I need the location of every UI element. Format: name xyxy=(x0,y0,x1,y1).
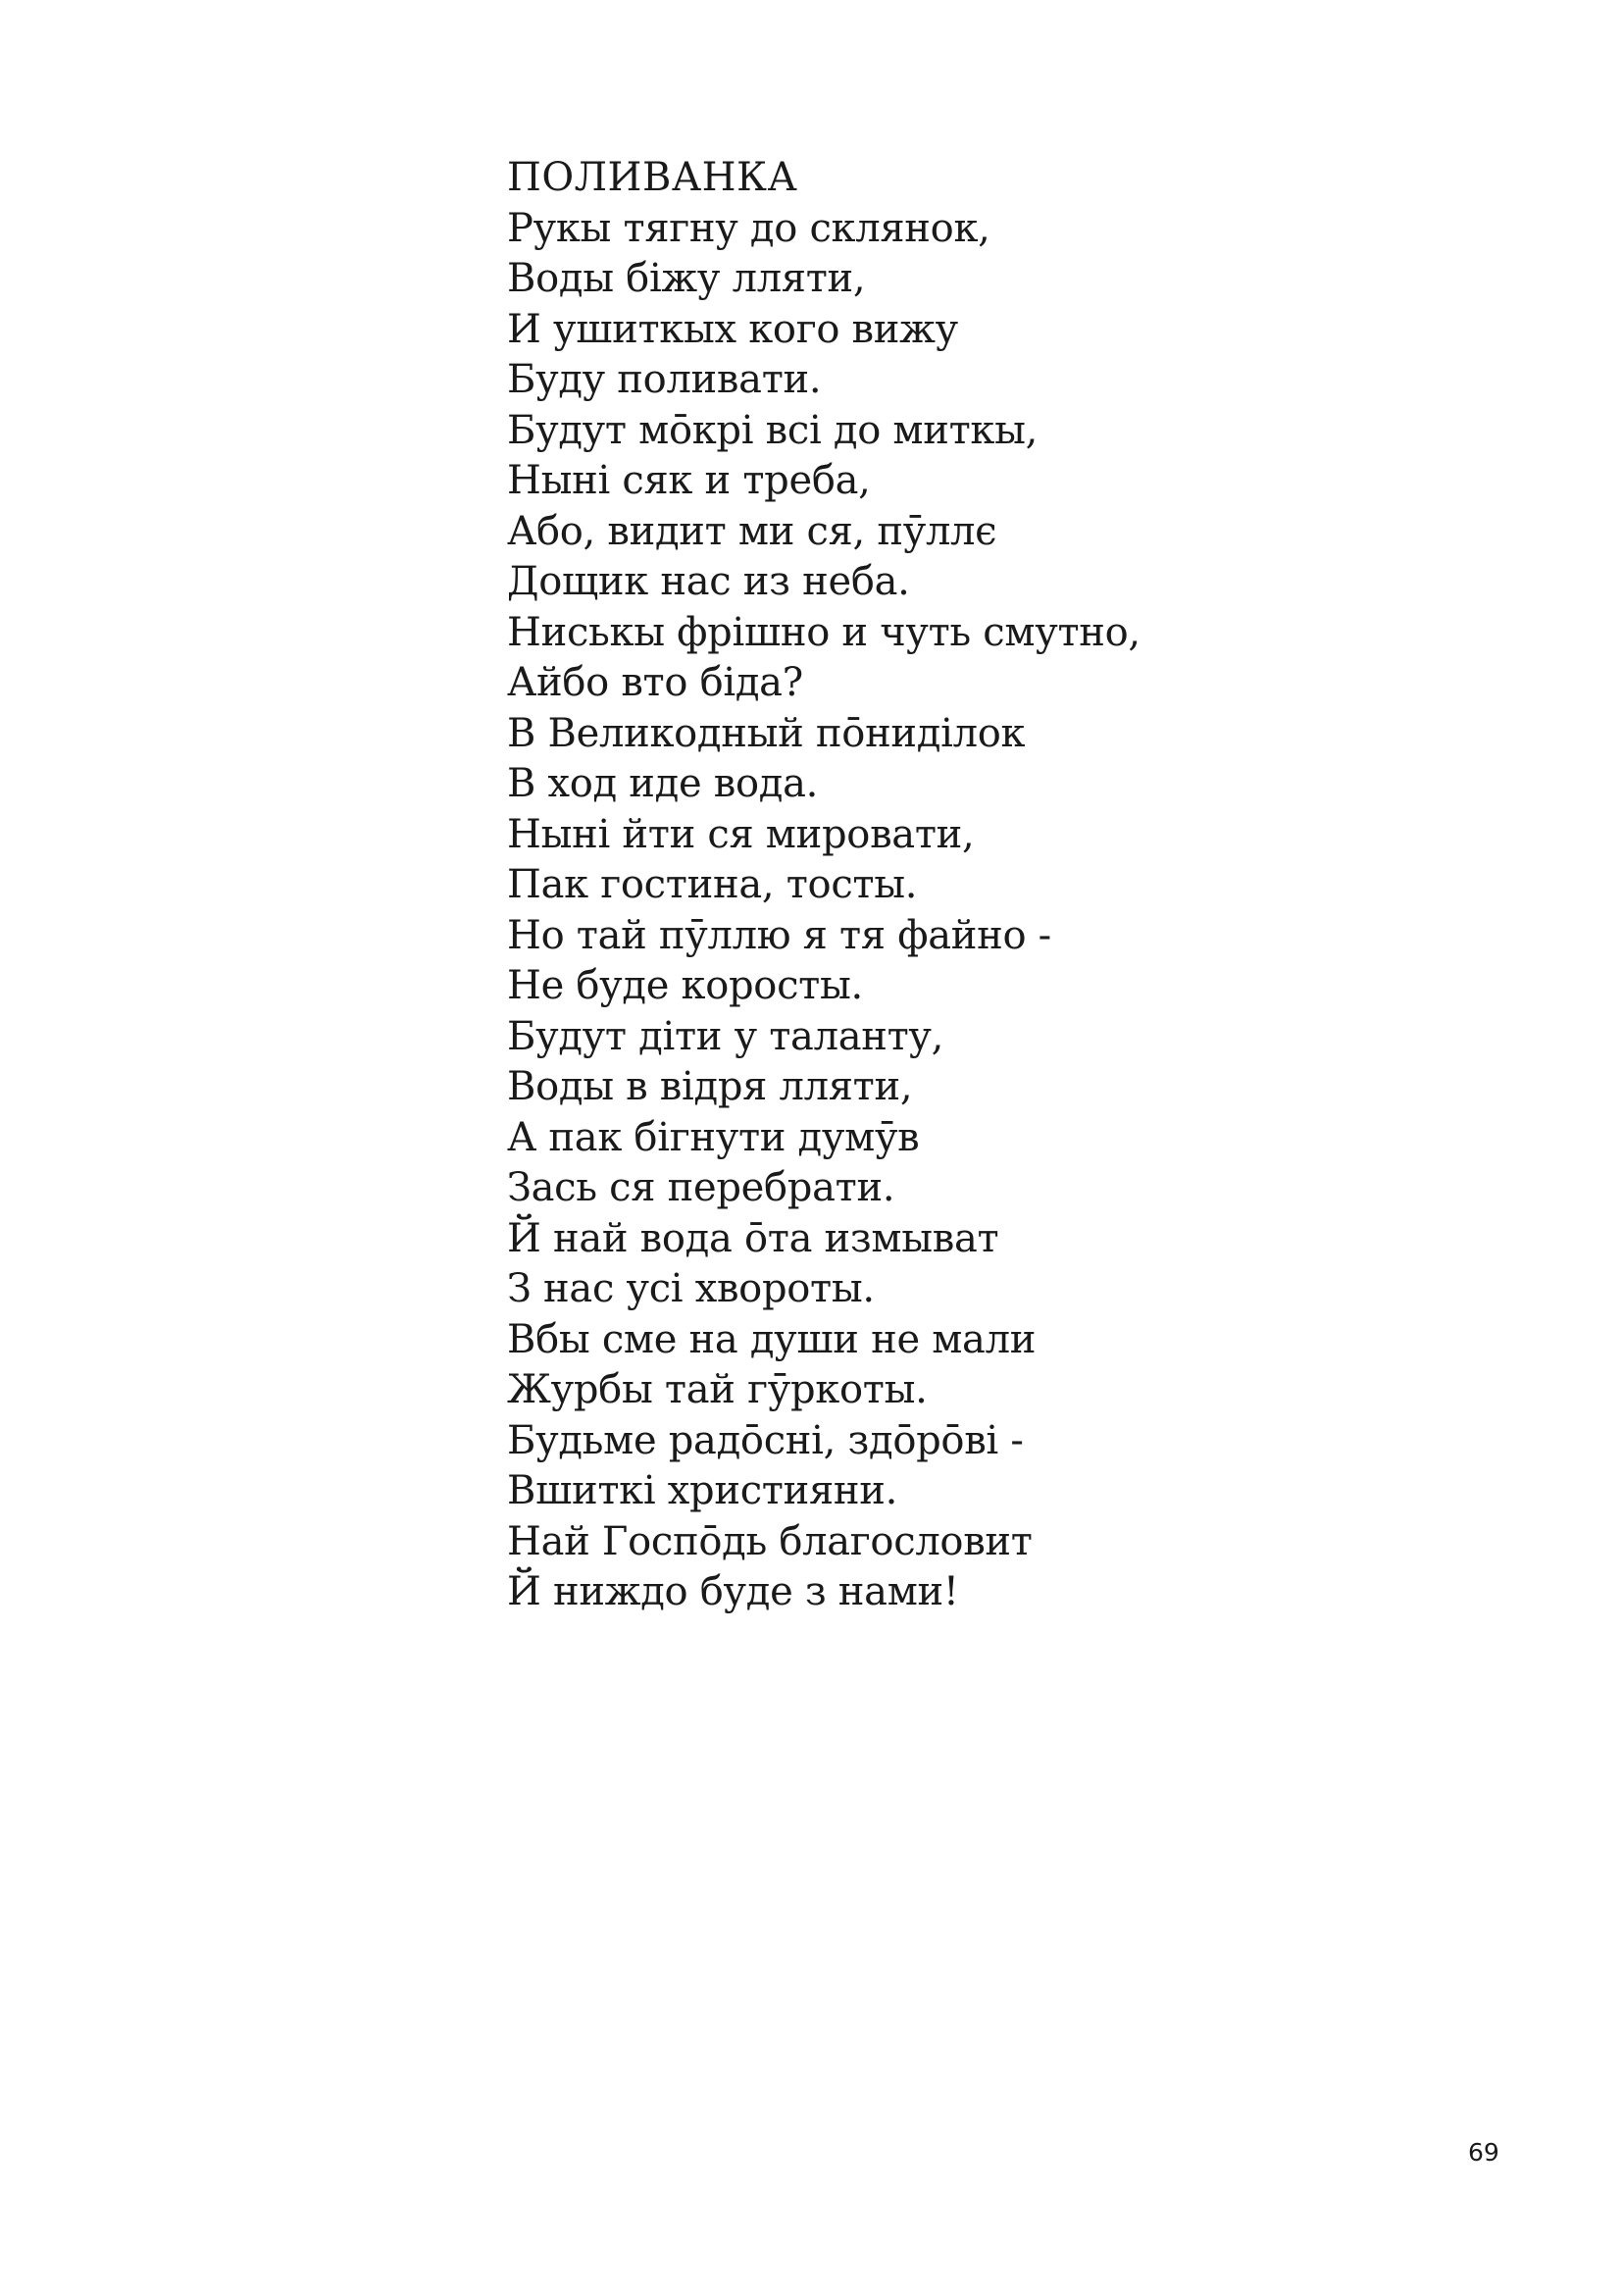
poem-line: Айбо вто біда? xyxy=(507,660,803,705)
poem-line: Журбы тай гӯркоты. xyxy=(507,1367,928,1412)
poem-line: Но тай пӯллю я тя файно - xyxy=(507,912,1051,958)
poem-line: Рукы тягну до склянок, xyxy=(507,205,990,251)
poem-line: Пак гостина, тосты. xyxy=(507,862,918,907)
poem-line: З нас усі хвороты. xyxy=(507,1266,875,1311)
poem-line: Зась ся перебрати. xyxy=(507,1165,895,1210)
poem-line: Дощик нас из неба. xyxy=(507,559,910,604)
poem-line: И ушиткых кого вижу xyxy=(507,306,958,352)
poem-line: Будут діти у таланту, xyxy=(507,1013,944,1059)
poem-line: Ныні сяк и треба, xyxy=(507,458,871,503)
poem-line: Й ниждо буде з нами! xyxy=(507,1569,959,1614)
poem-line: Буду поливати. xyxy=(507,357,822,402)
poem xyxy=(507,153,1488,1618)
poem-line: Воды в відря лляти, xyxy=(507,1064,913,1109)
poem-line: Ниськы фрішно и чуть смутно, xyxy=(507,609,1141,655)
poem-line: Ныні йти ся мировати, xyxy=(507,811,975,857)
poem-lines xyxy=(507,204,1488,1618)
page-number: 69 xyxy=(1468,2138,1499,2167)
poem-line: В Великодный по̄ниділок xyxy=(507,710,1026,756)
poem-line: В ход иде вода. xyxy=(507,761,819,806)
poem-line: Й най вода о̄та измыват xyxy=(507,1215,999,1261)
poem-line: Будут мо̄крі всі до миткы, xyxy=(507,407,1039,453)
poem-line: Вшиткі християни. xyxy=(507,1468,898,1513)
poem-line: Воды біжу лляти, xyxy=(507,256,866,301)
poem-title: ПОЛИВАНКА xyxy=(507,155,798,200)
poem-line: Не буде коросты. xyxy=(507,963,863,1008)
poem-line: Вбы сме на души не мали xyxy=(507,1316,1037,1362)
poem-line: А пак бігнути думӯв xyxy=(507,1114,920,1160)
poem-line: Най Госпо̄дь благословит xyxy=(507,1518,1033,1564)
poem-line: Будьме радо̄сні, здо̄ро̄ві - xyxy=(507,1417,1024,1463)
poem-line: Або, видит ми ся, пӯллє xyxy=(507,508,997,554)
